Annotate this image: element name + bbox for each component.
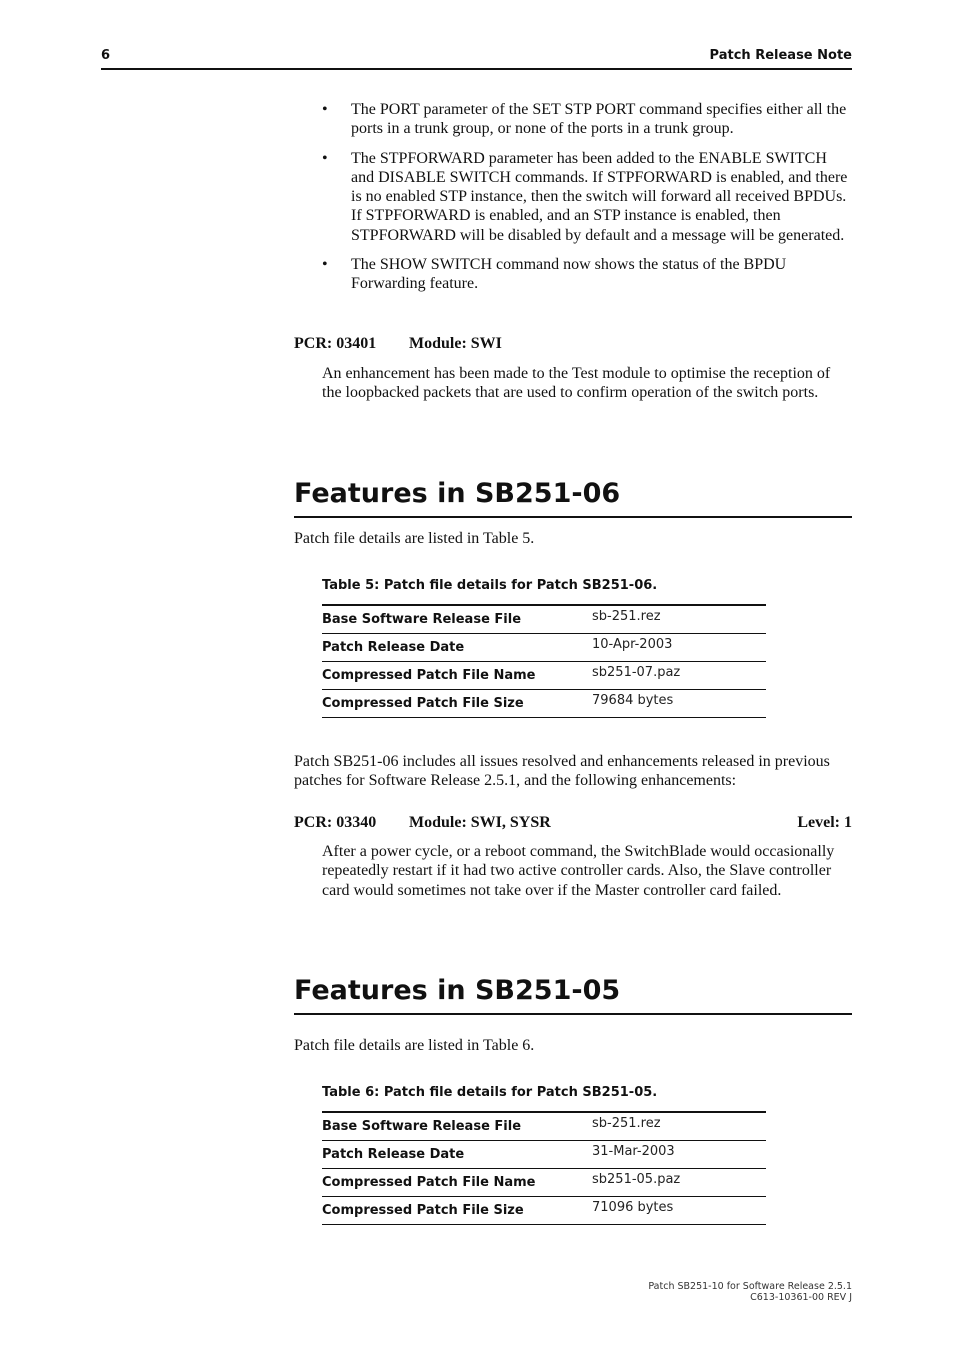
row-value: 79684 bytes: [592, 687, 766, 715]
table-row: [322, 634, 766, 662]
pcr-number: PCR: 03340: [294, 814, 377, 831]
document-title: Patch Release Note: [709, 48, 852, 63]
table-row: [322, 1169, 766, 1197]
row-value: 71096 bytes: [592, 1194, 766, 1222]
bullet-icon: •: [322, 101, 328, 118]
bullet-icon: •: [322, 256, 328, 274]
section-rule: [294, 516, 852, 518]
section-intro: Patch file details are listed in Table 6.: [294, 1037, 535, 1054]
row-value: 31-Mar-2003: [592, 1138, 766, 1166]
footer-line: Patch SB251-10 for Software Release 2.5.1: [648, 1281, 852, 1292]
table-row: [322, 1141, 766, 1169]
table-row: [322, 1112, 766, 1141]
table-row: [322, 690, 766, 718]
pcr-description: After a power cycle, or a reboot command, the SwitchBlade would occasionally repeatedly restart if it had two active controller cards. Also, the Slave controller card would sometimes not take over if the Master controller card failed.: [322, 843, 835, 899]
bullet-text: The SHOW SWITCH command now shows the status of the BPDU Forwarding feature.: [351, 256, 787, 293]
row-label: Compressed Patch File Size: [322, 690, 592, 718]
row-value: sb251-07.paz: [592, 659, 766, 687]
pcr-module: Module: SWI: [409, 335, 502, 352]
pcr-level: Level: 1: [797, 814, 852, 831]
row-label: Patch Release Date: [322, 1141, 592, 1169]
bullet-list: [322, 100, 852, 304]
row-value: sb-251.rez: [592, 602, 766, 631]
section-intro: Patch file details are listed in Table 5.: [294, 530, 535, 547]
table-caption: Table 6: Patch file details for Patch SB251-05.: [322, 1085, 658, 1100]
patch-details-table: [322, 604, 766, 718]
row-label: Base Software Release File: [322, 1112, 592, 1141]
section-heading: Features in SB251-06: [294, 478, 621, 509]
pcr-module: Module: SWI, SYSR: [409, 814, 551, 831]
footer-line: C613-10361-00 REV J: [750, 1292, 852, 1303]
bullet-text: The PORT parameter of the SET STP PORT command specifies either all the ports in a trunk group, or none of the ports in a trunk group.: [351, 101, 847, 138]
table-caption: Table 5: Patch file details for Patch SB251-06.: [322, 578, 658, 593]
list-item: [322, 149, 852, 245]
page-number: 6: [101, 48, 111, 63]
row-label: Base Software Release File: [322, 605, 592, 634]
row-value: sb251-05.paz: [592, 1166, 766, 1194]
row-value: sb-251.rez: [592, 1109, 766, 1138]
row-label: Compressed Patch File Size: [322, 1197, 592, 1225]
list-item: [322, 100, 852, 139]
row-label: Compressed Patch File Name: [322, 1169, 592, 1197]
section-summary: Patch SB251-06 includes all issues resolved and enhancements released in previous patches for Software Release 2.5.1, and the following enhancements:: [294, 753, 830, 790]
row-value: 10-Apr-2003: [592, 631, 766, 659]
bullet-text: The STPFORWARD parameter has been added to the ENABLE SWITCH and DISABLE SWITCH commands. If STPFORWARD is enabled, and there is no enabled STP instance, then the switch will forward all received BPDUs. If STPFORWARD is enabled, and an STP instance is enabled, then STPFORWARD will be disabled by default and a message will be generated.: [351, 149, 848, 244]
row-label: Compressed Patch File Name: [322, 662, 592, 690]
table-row: [322, 1197, 766, 1225]
header-rule: [101, 68, 852, 70]
section-rule: [294, 1013, 852, 1015]
pcr-number: PCR: 03401: [294, 335, 377, 352]
patch-details-table: [322, 1111, 766, 1225]
bullet-icon: •: [322, 149, 328, 167]
table-row: [322, 605, 766, 634]
section-heading: Features in SB251-05: [294, 975, 621, 1006]
pcr-description: An enhancement has been made to the Test module to optimise the reception of the loopbacked packets that are used to confirm operation of the switch ports.: [322, 365, 831, 402]
table-row: [322, 662, 766, 690]
row-label: Patch Release Date: [322, 634, 592, 662]
list-item: [322, 255, 852, 294]
